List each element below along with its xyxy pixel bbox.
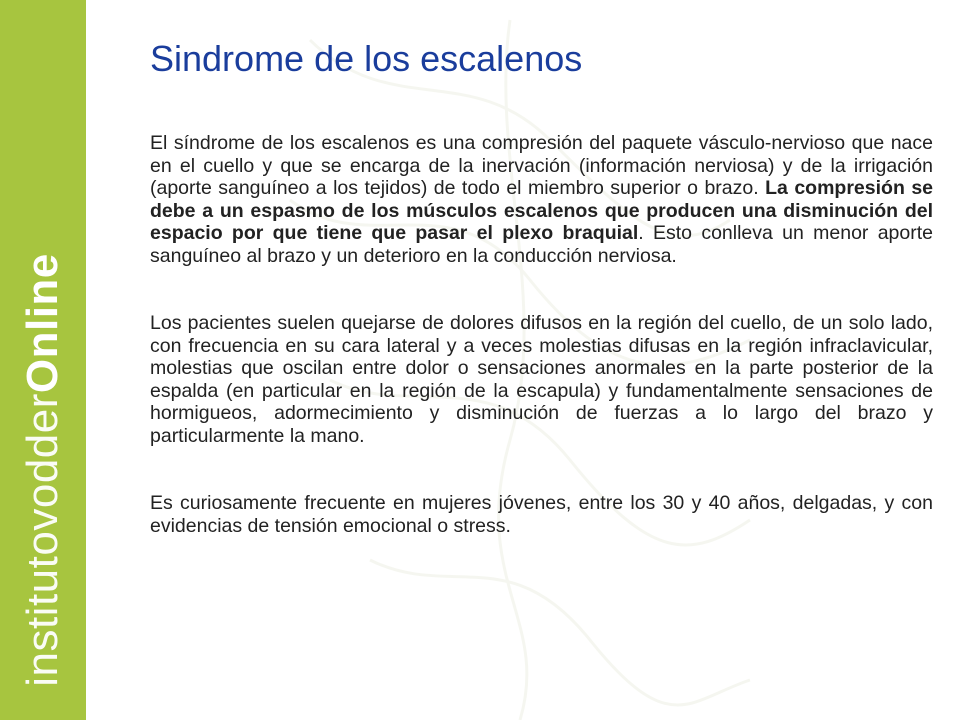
- paragraph-3: Es curiosamente frecuente en mujeres jóvenes, entre los 30 y 40 años, delgadas, y con evidencias de tensión emocional o stress.: [150, 492, 933, 537]
- paragraph-2: Los pacientes suelen quejarse de dolores difusos en la región del cuello, de un solo lado, con frecuencia en su cara lateral y a veces molestias difusas en la región infraclavicular, molestias que oscilan entre dolor o sensaciones anormales en la parte posterior de la espalda (en particular en la región de la escapula) y fundamentalmente sensaciones de hormigueos, adormecimiento y disminución de fuerzas a lo largo del brazo y particularmente la mano.: [150, 312, 933, 447]
- brand-logo: [18, 253, 67, 687]
- brand-sidebar: [0, 0, 86, 720]
- brand-logo-bold: Online: [18, 253, 67, 394]
- content-body: [150, 132, 933, 582]
- paragraph-1-text-c: . Esto conlleva un menor aporte sanguíneo al brazo y un deterioro en la conducción nerviosa.: [150, 222, 933, 267]
- paragraph-1: [150, 132, 933, 267]
- page-title: Sindrome de los escalenos: [150, 38, 583, 79]
- paragraph-1-text-a: El síndrome de los escalenos es una compresión del paquete vásculo-nervioso que nace en el cuello y que se encarga de la inervación (información nerviosa) y de la irrigación (aporte sanguíneo a los tejidos) de todo el miembro superior o brazo.: [150, 132, 933, 199]
- paragraph-1-bold: La compresión se debe a un espasmo de los músculos escalenos que producen una disminución del espacio por que tiene que pasar el plexo braquial: [150, 177, 934, 244]
- brand-logo-light: institutovodder: [18, 393, 67, 687]
